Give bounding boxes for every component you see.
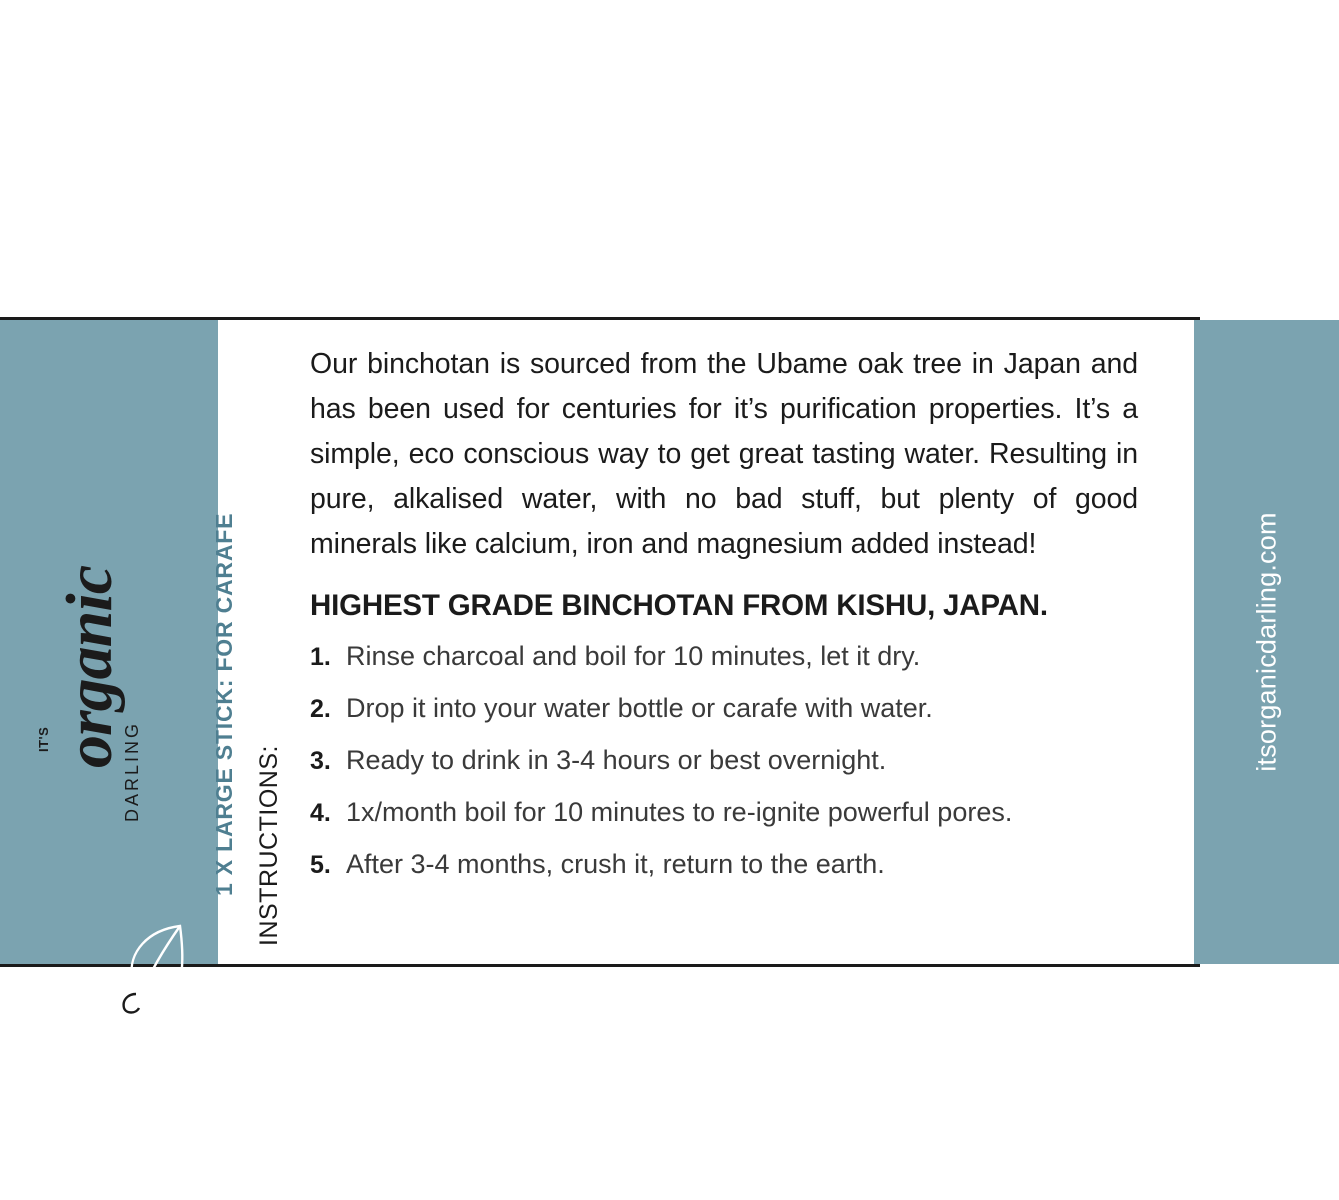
list-item xyxy=(310,735,1138,787)
brand-lockup xyxy=(0,320,218,964)
website-url: itsorganicdarling.com xyxy=(1251,512,1281,772)
website-panel xyxy=(1194,320,1339,964)
list-item xyxy=(310,787,1138,839)
step-number: 2. xyxy=(310,695,331,723)
instructions-label: INSTRUCTIONS: xyxy=(255,745,283,946)
leaf-icon xyxy=(118,920,186,1016)
list-item xyxy=(310,839,1138,891)
step-number: 5. xyxy=(310,851,331,879)
text-column xyxy=(310,320,1194,964)
list-item xyxy=(310,683,1138,735)
step-text: After 3-4 months, crush it, return to the earth. xyxy=(346,849,885,879)
product-descriptor: 1 X LARGE STICK: FOR CARAFE xyxy=(211,512,237,896)
instruction-list xyxy=(310,631,1138,891)
brand-its-text: IT'S xyxy=(36,726,51,752)
list-item xyxy=(310,631,1138,683)
intro-paragraph: Our binchotan is sourced from the Ubame oak tree in Japan and has been used for centuries for it’s purification properties. It’s a simple, eco conscious way to get great tasting water. Resulting in pure, alkalised water, with no bad stuff, but plenty of good minerals like calcium, iron and magnesium added instead! xyxy=(310,348,1138,560)
step-text: Ready to drink in 3-4 hours or best overnight. xyxy=(346,745,887,775)
vertical-label-strip xyxy=(211,320,310,964)
brand-panel xyxy=(0,320,218,964)
product-label-card xyxy=(0,317,1281,967)
brand-darling-text: DARLING xyxy=(122,720,142,822)
step-text: Rinse charcoal and boil for 10 minutes, let it dry. xyxy=(346,641,921,671)
step-text: 1x/month boil for 10 minutes to re-ignite powerful pores. xyxy=(346,797,1013,827)
headline-text: HIGHEST GRADE BINCHOTAN FROM KISHU, JAPAN. xyxy=(310,589,1048,622)
content-panel xyxy=(211,320,1194,964)
step-number: 1. xyxy=(310,643,331,671)
step-text: Drop it into your water bottle or carafe with water. xyxy=(346,693,933,723)
step-number: 4. xyxy=(310,799,331,827)
step-number: 3. xyxy=(310,747,331,775)
brand-organic-text: organic xyxy=(53,565,126,768)
